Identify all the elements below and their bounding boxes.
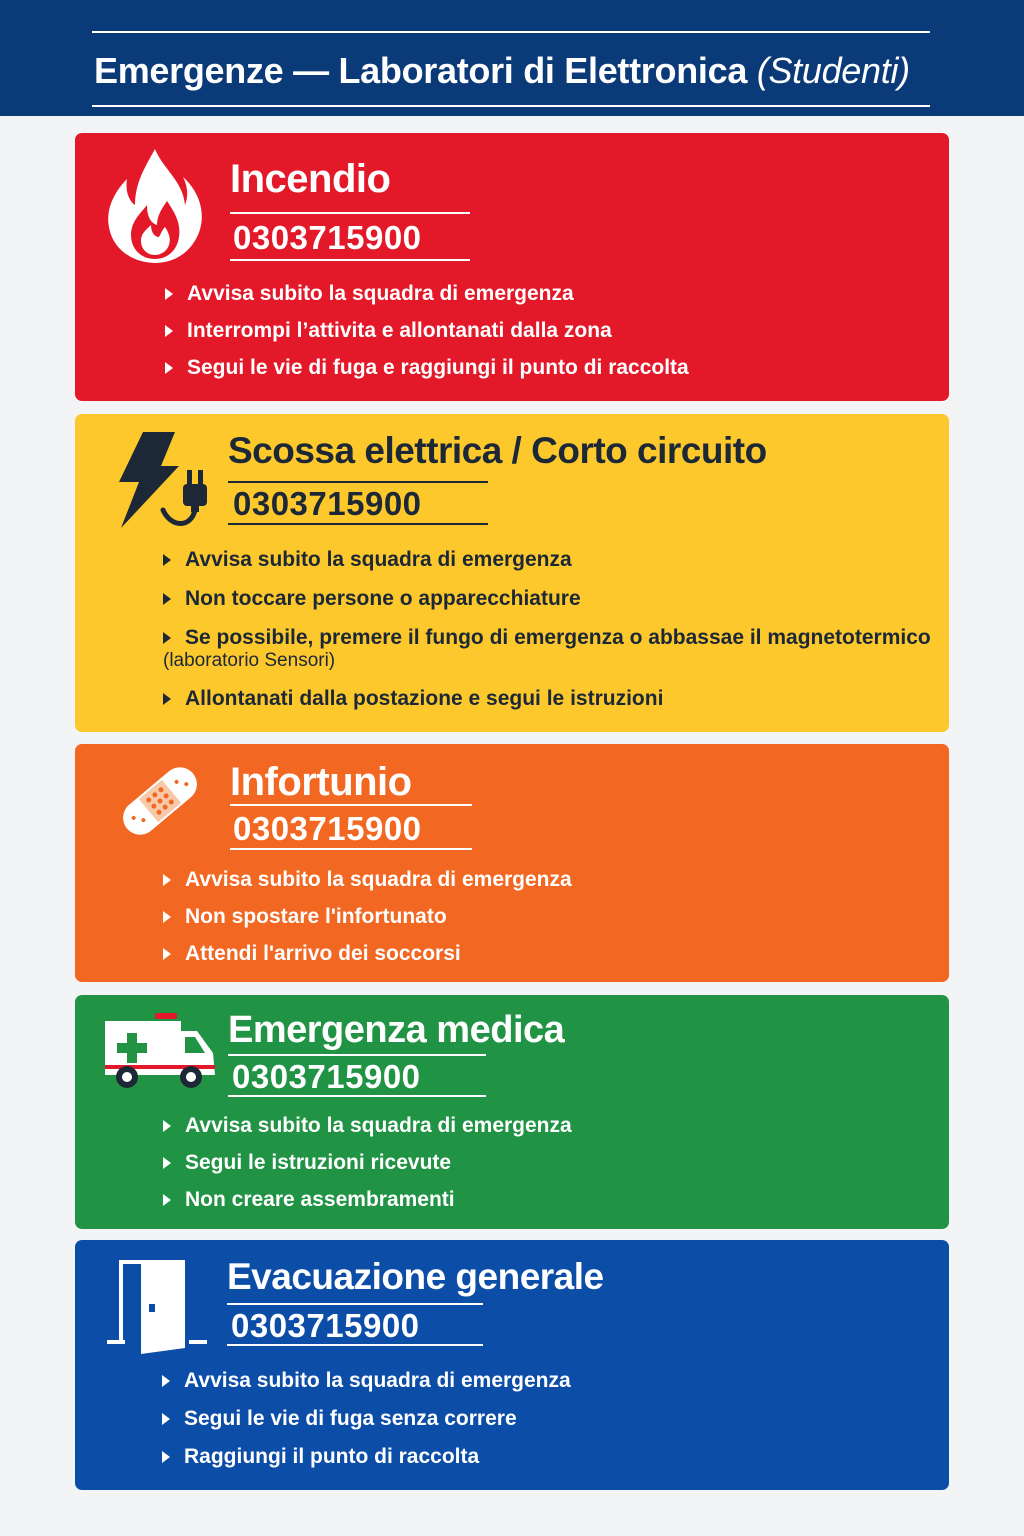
arrow-right-icon — [163, 911, 171, 923]
arrow-right-icon — [165, 362, 173, 374]
list-item: Avvisa subito la squadra di emergenza — [163, 1113, 572, 1138]
phone-number: 0303715900 — [233, 219, 422, 256]
card-emergenza-medica — [75, 995, 949, 1229]
arrow-right-icon — [163, 632, 171, 644]
list-item: Se possibile, premere il fungo di emergenza o abbassae il magnetotermico (laboratorio Sensori) — [163, 626, 931, 671]
phone-number: 0303715900 — [231, 1307, 420, 1344]
arrow-right-icon — [162, 1413, 170, 1425]
arrow-right-icon — [165, 288, 173, 300]
card-incendio — [75, 133, 949, 401]
phone-rule — [230, 259, 470, 261]
list-item: Segui le vie di fuga senza correre — [162, 1406, 571, 1431]
list-item: Allontanati dalla postazione e segui le istruzioni — [163, 686, 931, 711]
card-title: Scossa elettrica / Corto circuito — [228, 430, 767, 471]
header-bottom-rule — [92, 105, 930, 107]
card-title: Evacuazione generale — [227, 1256, 604, 1297]
arrow-right-icon — [163, 593, 171, 605]
phone-rule — [230, 848, 472, 850]
instruction-list — [162, 1368, 571, 1469]
phone-rule — [227, 1344, 483, 1346]
arrow-right-icon — [163, 693, 171, 705]
card-title: Incendio — [230, 157, 391, 201]
list-item: Segui le vie di fuga e raggiungi il punto di raccolta — [165, 355, 689, 380]
card-evacuazione-generale — [75, 1240, 949, 1490]
arrow-right-icon — [162, 1375, 170, 1387]
arrow-right-icon — [163, 1194, 171, 1206]
page-header — [0, 0, 1024, 116]
phone-number: 0303715900 — [233, 810, 422, 847]
arrow-right-icon — [163, 948, 171, 960]
arrow-right-icon — [163, 874, 171, 886]
list-item: Attendi l'arrivo dei soccorsi — [163, 941, 572, 966]
phone-rule — [228, 1095, 486, 1097]
instruction-list — [163, 1113, 572, 1212]
list-item: Avvisa subito la squadra di emergenza — [163, 867, 572, 892]
title-rule — [230, 804, 472, 806]
card-infortunio — [75, 744, 949, 982]
page-title-subtitle: (Studenti) — [756, 50, 910, 91]
page-title — [94, 50, 954, 92]
phone-number: 0303715900 — [233, 485, 422, 522]
list-item: Non toccare persone o apparecchiature — [163, 586, 931, 611]
card-title: Infortunio — [230, 760, 412, 804]
bandage-icon — [115, 756, 205, 846]
instruction-list — [163, 867, 572, 966]
electric-plug-icon — [117, 430, 217, 530]
header-top-rule — [92, 31, 930, 33]
ambulance-icon — [103, 1013, 217, 1089]
arrow-right-icon — [165, 325, 173, 337]
list-item: Avvisa subito la squadra di emergenza — [163, 547, 931, 572]
list-item: Avvisa subito la squadra di emergenza — [165, 281, 689, 306]
list-item: Non spostare l'infortunato — [163, 904, 572, 929]
list-item: Segui le istruzioni ricevute — [163, 1150, 572, 1175]
exit-door-icon — [105, 1258, 209, 1358]
instruction-list — [165, 281, 689, 380]
card-scossa-elettrica — [75, 414, 949, 732]
page-title-main: Emergenze — Laboratori di Elettronica — [94, 50, 748, 91]
instruction-list — [163, 547, 931, 711]
title-rule — [228, 481, 488, 483]
arrow-right-icon — [163, 1157, 171, 1169]
fire-icon — [105, 147, 205, 265]
list-item: Interrompi l’attivita e allontanati dalla zona — [165, 318, 689, 343]
arrow-right-icon — [162, 1451, 170, 1463]
card-title: Emergenza medica — [228, 1009, 565, 1051]
arrow-right-icon — [163, 554, 171, 566]
list-item: Avvisa subito la squadra di emergenza — [162, 1368, 571, 1393]
list-item: Raggiungi il punto di raccolta — [162, 1444, 571, 1469]
title-rule — [228, 1054, 486, 1056]
list-item: Non creare assembramenti — [163, 1187, 572, 1212]
arrow-right-icon — [163, 1120, 171, 1132]
phone-number: 0303715900 — [232, 1058, 421, 1095]
item-note: (laboratorio Sensori) — [163, 650, 336, 671]
title-rule — [227, 1303, 483, 1305]
title-rule — [230, 212, 470, 214]
phone-rule — [228, 523, 488, 525]
